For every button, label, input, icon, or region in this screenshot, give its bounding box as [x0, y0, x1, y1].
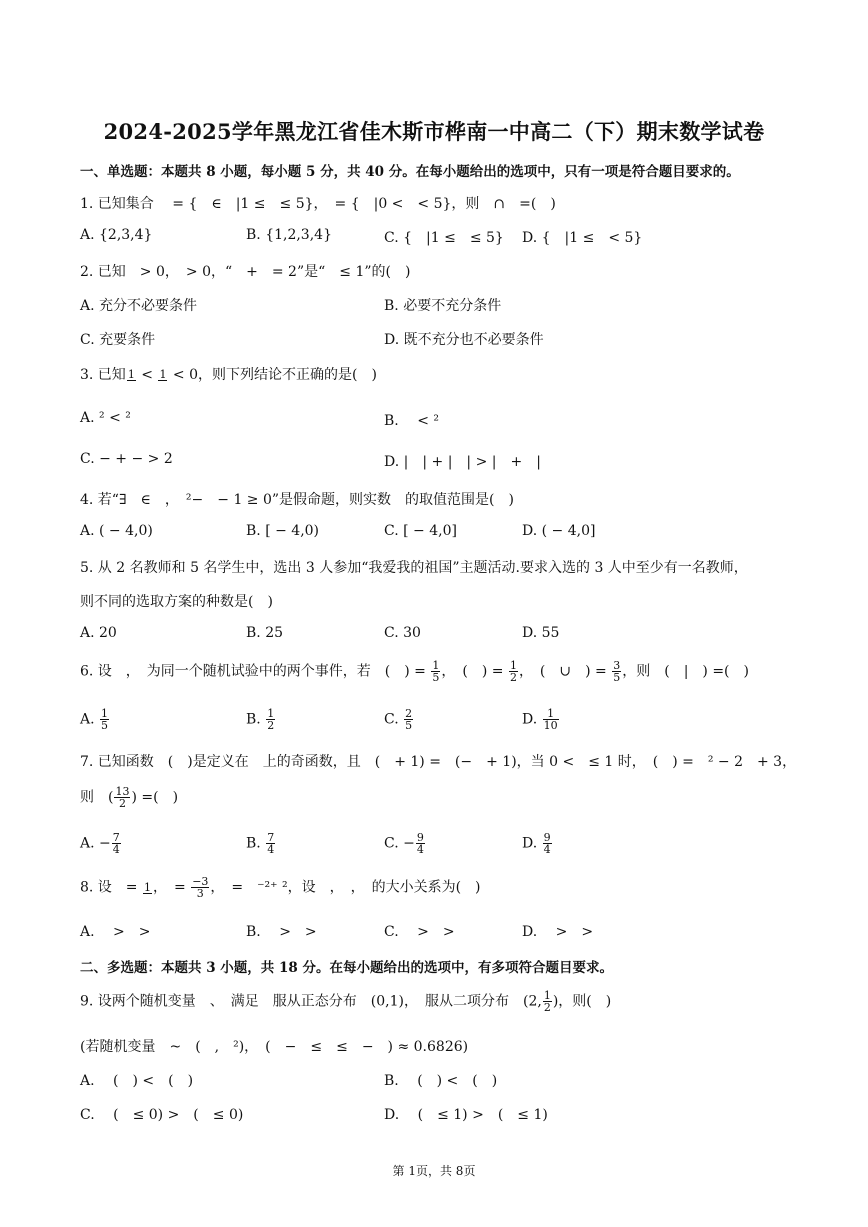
question-1-options	[80, 227, 840, 251]
stem-text: ， ( ) =	[441, 663, 508, 680]
stem-text: ，则 ( | ) =( )	[622, 663, 749, 680]
option-a: A. {2,3,4}	[80, 227, 153, 243]
question-7-options	[80, 832, 840, 862]
question-8-options	[80, 921, 840, 945]
question-9-stem	[80, 990, 840, 1020]
stem-text: )，则( )	[552, 993, 612, 1010]
option-b: B. $\frac{1}{2}$	[246, 707, 275, 732]
question-9-options-row2	[80, 1104, 840, 1128]
option-a: A. 充分不必要条件	[80, 298, 198, 314]
option-c: C. [ − 4,0]	[384, 523, 457, 539]
stem-text: 3. 已知	[80, 367, 126, 383]
question-5-options	[80, 625, 840, 649]
fraction: 1	[144, 880, 151, 894]
option-a: A. ( − 4,0)	[80, 523, 153, 539]
fraction: $\frac{1}{2}$	[543, 990, 551, 1014]
option-b: B. [ − 4,0)	[246, 523, 320, 539]
section-single-choice-heading: 一、单选题：本题共 8 小题，每小题 5 分，共 40 分。在每小题给出的选项中，只有一项是符合题目要求的。	[80, 164, 740, 180]
exam-title: 2024-2025学年黑龙江省佳木斯市桦南一中高二（下）期末数学试卷	[103, 119, 765, 144]
stem-text: <	[136, 367, 158, 383]
question-9-note: (若随机变量 ~ ( , ²)， ( − ≤ ≤ − ) ≈ 0.6826)	[80, 1039, 469, 1055]
question-4-stem: 4. 若“∃ ∈ ， ²− − 1 ≥ 0”是假命题，则实数 的取值范围是( )	[80, 492, 514, 508]
fraction: $\frac{-3}{3}$	[192, 876, 209, 900]
fraction: $\frac{13}{2}$	[115, 786, 130, 810]
stem-text: 则 (	[80, 789, 114, 806]
option-c: C. 充要条件	[80, 332, 156, 348]
question-7-stem-line1: 7. 已知函数 ( )是定义在 上的奇函数，且 ( + 1) = (− + 1)，当 0 < ≤ 1 时， ( ) = ² − 2 + 3，	[80, 754, 797, 770]
stem-text: 8. 设 =	[80, 879, 142, 896]
option-b: B. 25	[246, 625, 284, 641]
section-multi-choice-heading: 二、多选题：本题共 3 小题，共 18 分。在每小题给出的选项中，有多项符合题目要求。	[80, 960, 613, 976]
option-c: C. { |1 ≤ ≤ 5}	[384, 230, 504, 246]
page-footer: 第 1页，共 8页	[392, 1164, 476, 1178]
question-8-stem	[80, 876, 840, 906]
option-c: C. > >	[384, 924, 455, 940]
option-b: B. {1,2,3,4}	[246, 227, 332, 243]
option-d: D. $\frac{9}{4}$	[522, 831, 551, 856]
stem-text: ， =	[153, 879, 191, 896]
option-a: A. − $\frac{7}{4}$	[80, 831, 120, 856]
option-b: B. 必要不充分条件	[384, 298, 502, 314]
stem-text: 9. 设两个随机变量 、 满足 服从正态分布 (0,1)， 服从二项分布 (2,	[80, 993, 542, 1010]
fraction: $\frac{1}{2}$	[509, 660, 517, 683]
question-2-stem: 2. 已知 > 0， > 0，“ + = 2”是“ ≤ 1”的( )	[80, 264, 411, 280]
fraction: $\frac{3}{5}$	[613, 660, 621, 683]
question-5-stem-line1: 5. 从 2 名教师和 5 名学生中，选出 3 人参加“我爱我的祖国”主题活动.要求入选的 3 人中至少有一名教师，	[80, 560, 748, 576]
option-d: D. $\frac{1}{10}$	[522, 707, 558, 732]
stem-text: ， = ⁻²⁺ ²，设 ， ， 的大小关系为( )	[210, 879, 481, 896]
option-a: A. > >	[80, 924, 151, 940]
fraction: $\frac{1}{5}$	[432, 660, 440, 683]
option-b: B. ( ) < ( )	[384, 1073, 498, 1089]
option-d: D. > >	[522, 924, 594, 940]
question-5-stem-line2: 则不同的选取方案的种数是( )	[80, 594, 273, 610]
option-a: A. $\frac{1}{5}$	[80, 707, 109, 732]
option-b: B. > >	[246, 924, 317, 940]
option-d: D. | | + | | > | + |	[384, 454, 541, 470]
option-d: D. ( − 4,0]	[522, 523, 596, 539]
option-a: A. ( ) < ( )	[80, 1073, 194, 1089]
option-d: D. 55	[522, 625, 560, 641]
option-c: C. − + − > 2	[80, 451, 173, 467]
stem-text: ) =( )	[131, 789, 179, 806]
fraction: 1	[127, 368, 135, 381]
question-3-options-row2	[80, 451, 840, 475]
question-1-stem: 1. 已知集合 = { ∈ |1 ≤ ≤ 5}， = { |0 < < 5}，则 ∩ =( )	[80, 196, 556, 212]
option-c: C. $\frac{2}{5}$	[384, 707, 413, 732]
stem-text: < 0，则下列结论不正确的是( )	[168, 367, 377, 383]
option-a: A. 20	[80, 625, 117, 641]
option-b: B. < ²	[384, 413, 439, 429]
option-d: D. ( ≤ 1) > ( ≤ 1)	[384, 1107, 548, 1123]
option-a: A. ² < ²	[80, 410, 131, 426]
question-3-stem	[80, 364, 840, 384]
option-c: C. ( ≤ 0) > ( ≤ 0)	[80, 1107, 244, 1123]
question-6-options	[80, 708, 840, 738]
stem-text: ， ( ∪ ) =	[518, 663, 612, 680]
option-c: C. − $\frac{9}{4}$	[384, 831, 424, 856]
option-d: D. 既不充分也不必要条件	[384, 332, 544, 348]
question-7-stem-line2	[80, 786, 840, 816]
question-4-options	[80, 523, 840, 547]
question-2-options-row2	[80, 329, 840, 353]
question-2-options	[80, 295, 840, 319]
fraction: 1	[159, 368, 167, 381]
option-b: B. $\frac{7}{4}$	[246, 831, 275, 856]
option-c: C. 30	[384, 625, 421, 641]
question-6-stem	[80, 660, 840, 683]
question-3-options	[80, 410, 840, 434]
stem-text: 6. 设 ， 为同一个随机试验中的两个事件，若 ( ) =	[80, 663, 431, 680]
question-9-options	[80, 1070, 840, 1094]
option-d: D. { |1 ≤ < 5}	[522, 230, 643, 246]
